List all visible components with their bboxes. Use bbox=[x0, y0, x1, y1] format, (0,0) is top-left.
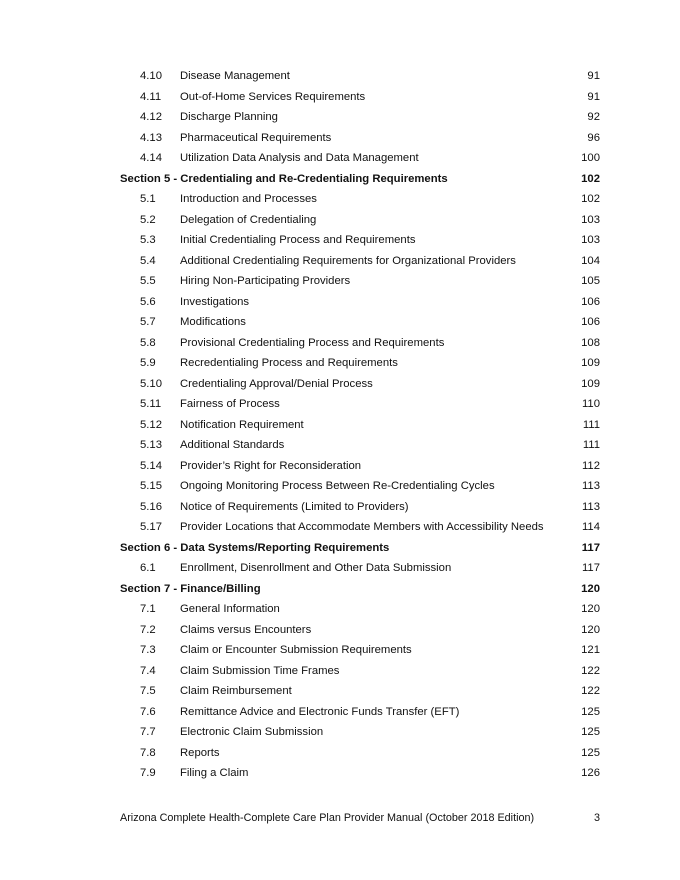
toc-entry[interactable] bbox=[120, 517, 600, 538]
toc-entry-number: 7.5 bbox=[140, 685, 156, 697]
toc-page-number: 111 bbox=[582, 418, 600, 431]
toc-entry-title: Provider’s Right for Reconsideration bbox=[180, 459, 362, 472]
toc-entry-number: 5.14 bbox=[140, 459, 162, 472]
toc-entry-number: 4.13 bbox=[140, 131, 162, 144]
toc-entry-number: 6.1 bbox=[140, 562, 156, 574]
toc-entry[interactable] bbox=[120, 497, 600, 518]
toc-page-number: 105 bbox=[581, 275, 600, 287]
toc-entry-number: 5.12 bbox=[140, 418, 162, 431]
toc-entry-title: Provider Locations that Accommodate Members with Accessibility Needs bbox=[180, 521, 544, 533]
toc-entry-title: Hiring Non-Participating Providers bbox=[180, 275, 351, 287]
table-of-contents bbox=[120, 66, 600, 784]
toc-page-number: 104 bbox=[581, 254, 600, 267]
toc-entry-number: 4.10 bbox=[140, 70, 162, 82]
toc-page-number: 92 bbox=[587, 111, 600, 123]
toc-page-number: 113 bbox=[581, 480, 600, 492]
toc-entry[interactable] bbox=[120, 353, 600, 374]
toc-page-number: 120 bbox=[581, 603, 600, 615]
toc-entry[interactable] bbox=[120, 189, 600, 210]
toc-page-number: 106 bbox=[581, 295, 600, 308]
toc-entry[interactable] bbox=[120, 107, 600, 128]
toc-entry-title: Remittance Advice and Electronic Funds Transfer (EFT) bbox=[180, 705, 460, 718]
toc-section-title: Section 5 - Credentialing and Re-Credentialing Requirements bbox=[120, 172, 448, 185]
toc-page-number: 102 bbox=[581, 172, 600, 185]
toc-section-heading[interactable] bbox=[120, 169, 600, 190]
toc-entry-number: 7.1 bbox=[140, 603, 156, 615]
toc-entry[interactable] bbox=[120, 661, 600, 682]
toc-entry[interactable] bbox=[120, 333, 600, 354]
toc-entry[interactable] bbox=[120, 681, 600, 702]
toc-entry-title: Ongoing Monitoring Process Between Re-Credentialing Cycles bbox=[180, 480, 495, 492]
toc-entry-number: 5.4 bbox=[140, 254, 156, 267]
toc-entry-title: Filing a Claim bbox=[180, 767, 249, 779]
toc-page-number: 102 bbox=[581, 193, 600, 205]
toc-entry-title: Reports bbox=[180, 746, 220, 759]
toc-entry-title: Initial Credentialing Process and Requirements bbox=[180, 234, 416, 246]
toc-entry[interactable] bbox=[120, 394, 600, 415]
toc-entry-title: Pharmaceutical Requirements bbox=[180, 131, 332, 144]
toc-entry-number: 5.17 bbox=[140, 521, 162, 533]
toc-entry-number: 5.8 bbox=[140, 336, 156, 349]
toc-entry-title: Additional Credentialing Requirements for Organizational Providers bbox=[180, 254, 516, 267]
toc-entry-number: 5.16 bbox=[140, 500, 162, 513]
toc-page-number: 122 bbox=[581, 685, 600, 697]
toc-page-number: 110 bbox=[581, 398, 600, 410]
toc-entry-number: 7.3 bbox=[140, 644, 156, 656]
toc-entry[interactable] bbox=[120, 763, 600, 784]
toc-entry[interactable] bbox=[120, 374, 600, 395]
toc-page-number: 120 bbox=[581, 623, 600, 636]
toc-page-number: 111 bbox=[582, 439, 600, 451]
toc-entry[interactable] bbox=[120, 702, 600, 723]
toc-entry[interactable] bbox=[120, 210, 600, 231]
toc-entry-title: Modifications bbox=[180, 316, 246, 328]
toc-entry-title: Claims versus Encounters bbox=[180, 623, 312, 636]
toc-page-number: 122 bbox=[581, 664, 600, 677]
toc-entry[interactable] bbox=[120, 558, 600, 579]
toc-entry-title: Investigations bbox=[180, 295, 250, 308]
toc-entry-title: Notice of Requirements (Limited to Providers) bbox=[180, 500, 409, 513]
toc-page-number: 120 bbox=[581, 582, 600, 595]
toc-entry-number: 7.2 bbox=[140, 623, 156, 636]
toc-section-heading[interactable] bbox=[120, 579, 600, 600]
toc-entry[interactable] bbox=[120, 128, 600, 149]
toc-entry-number: 7.9 bbox=[140, 767, 156, 779]
toc-page-number: 125 bbox=[581, 746, 600, 759]
toc-page-number: 117 bbox=[581, 562, 600, 574]
toc-entry[interactable] bbox=[120, 271, 600, 292]
toc-entry-title: Credentialing Approval/Denial Process bbox=[180, 377, 373, 390]
toc-entry-number: 5.2 bbox=[140, 213, 156, 226]
toc-page-number: 108 bbox=[581, 336, 600, 349]
footer-page-number: 3 bbox=[593, 812, 600, 824]
toc-page-number: 91 bbox=[587, 70, 600, 82]
toc-entry-number: 5.9 bbox=[140, 357, 156, 369]
toc-entry-number: 7.8 bbox=[140, 746, 156, 759]
toc-page-number: 103 bbox=[581, 234, 600, 246]
toc-entry-number: 4.14 bbox=[140, 152, 162, 164]
toc-entry[interactable] bbox=[120, 230, 600, 251]
toc-entry-number: 5.6 bbox=[140, 295, 156, 308]
toc-entry-title: Utilization Data Analysis and Data Management bbox=[180, 152, 419, 164]
toc-section-title: Section 7 - Finance/Billing bbox=[120, 582, 261, 595]
toc-page-number: 125 bbox=[581, 705, 600, 718]
toc-page-number: 125 bbox=[581, 726, 600, 738]
toc-entry[interactable] bbox=[120, 292, 600, 313]
toc-page-number: 91 bbox=[587, 90, 600, 103]
toc-entry-title: Claim Submission Time Frames bbox=[180, 664, 340, 677]
toc-entry[interactable] bbox=[120, 743, 600, 764]
toc-entry-title: Delegation of Credentialing bbox=[180, 213, 317, 226]
toc-entry[interactable] bbox=[120, 456, 600, 477]
toc-entry-title: Notification Requirement bbox=[180, 418, 304, 431]
toc-entry-number: 5.7 bbox=[140, 316, 156, 328]
toc-entry[interactable] bbox=[120, 312, 600, 333]
toc-entry[interactable] bbox=[120, 251, 600, 272]
toc-entry-title: Disease Management bbox=[180, 70, 290, 82]
toc-entry-title: Fairness of Process bbox=[180, 398, 280, 410]
toc-section-heading[interactable] bbox=[120, 538, 600, 559]
toc-entry-title: Electronic Claim Submission bbox=[180, 726, 324, 738]
toc-entry-title: Discharge Planning bbox=[180, 111, 278, 123]
toc-page-number: 117 bbox=[581, 541, 600, 554]
toc-entry-number: 5.5 bbox=[140, 275, 156, 287]
toc-entry-number: 4.12 bbox=[140, 111, 162, 123]
toc-entry-title: Claim Reimbursement bbox=[180, 685, 292, 697]
toc-entry-number: 5.11 bbox=[140, 398, 162, 410]
toc-entry-title: Provisional Credentialing Process and Requirements bbox=[180, 336, 445, 349]
toc-page-number: 126 bbox=[581, 767, 600, 779]
toc-section-title: Section 6 - Data Systems/Reporting Requirements bbox=[120, 541, 390, 554]
toc-entry-number: 7.4 bbox=[140, 664, 156, 677]
toc-page-number: 112 bbox=[581, 459, 600, 472]
toc-entry-title: Additional Standards bbox=[180, 439, 285, 451]
toc-page-number: 96 bbox=[587, 131, 600, 144]
toc-entry[interactable] bbox=[120, 640, 600, 661]
toc-entry[interactable] bbox=[120, 599, 600, 620]
toc-page-number: 106 bbox=[581, 316, 600, 328]
toc-entry-number: 5.13 bbox=[140, 439, 162, 451]
toc-page-number: 100 bbox=[581, 152, 600, 164]
toc-entry-number: 4.11 bbox=[140, 90, 162, 103]
toc-entry[interactable] bbox=[120, 66, 600, 87]
toc-entry-title: General Information bbox=[180, 603, 280, 615]
toc-page-number: 109 bbox=[581, 377, 600, 390]
toc-entry[interactable] bbox=[120, 620, 600, 641]
toc-entry-title: Out-of-Home Services Requirements bbox=[180, 90, 366, 103]
toc-page-number: 114 bbox=[581, 521, 600, 533]
footer-title: Arizona Complete Health-Complete Care Plan Provider Manual (October 2018 Edition) bbox=[120, 812, 535, 824]
toc-entry-title: Introduction and Processes bbox=[180, 193, 317, 205]
toc-entry-number: 7.7 bbox=[140, 726, 156, 738]
toc-entry-title: Enrollment, Disenrollment and Other Data Submission bbox=[180, 562, 452, 574]
toc-entry[interactable] bbox=[120, 435, 600, 456]
toc-page-number: 113 bbox=[581, 500, 600, 513]
toc-entry-number: 5.15 bbox=[140, 480, 162, 492]
toc-entry[interactable] bbox=[120, 148, 600, 169]
toc-entry-title: Recredentialing Process and Requirements bbox=[180, 357, 398, 369]
page-footer bbox=[120, 808, 600, 828]
toc-entry-number: 7.6 bbox=[140, 705, 156, 718]
toc-entry[interactable] bbox=[120, 87, 600, 108]
toc-entry-title: Claim or Encounter Submission Requirements bbox=[180, 644, 412, 656]
toc-entry-number: 5.1 bbox=[140, 193, 156, 205]
toc-entry[interactable] bbox=[120, 415, 600, 436]
toc-entry[interactable] bbox=[120, 722, 600, 743]
toc-entry-number: 5.10 bbox=[140, 377, 162, 390]
toc-entry-number: 5.3 bbox=[140, 234, 156, 246]
toc-page-number: 103 bbox=[581, 213, 600, 226]
toc-page-number: 121 bbox=[581, 644, 600, 656]
toc-entry[interactable] bbox=[120, 476, 600, 497]
toc-page-number: 109 bbox=[581, 357, 600, 369]
